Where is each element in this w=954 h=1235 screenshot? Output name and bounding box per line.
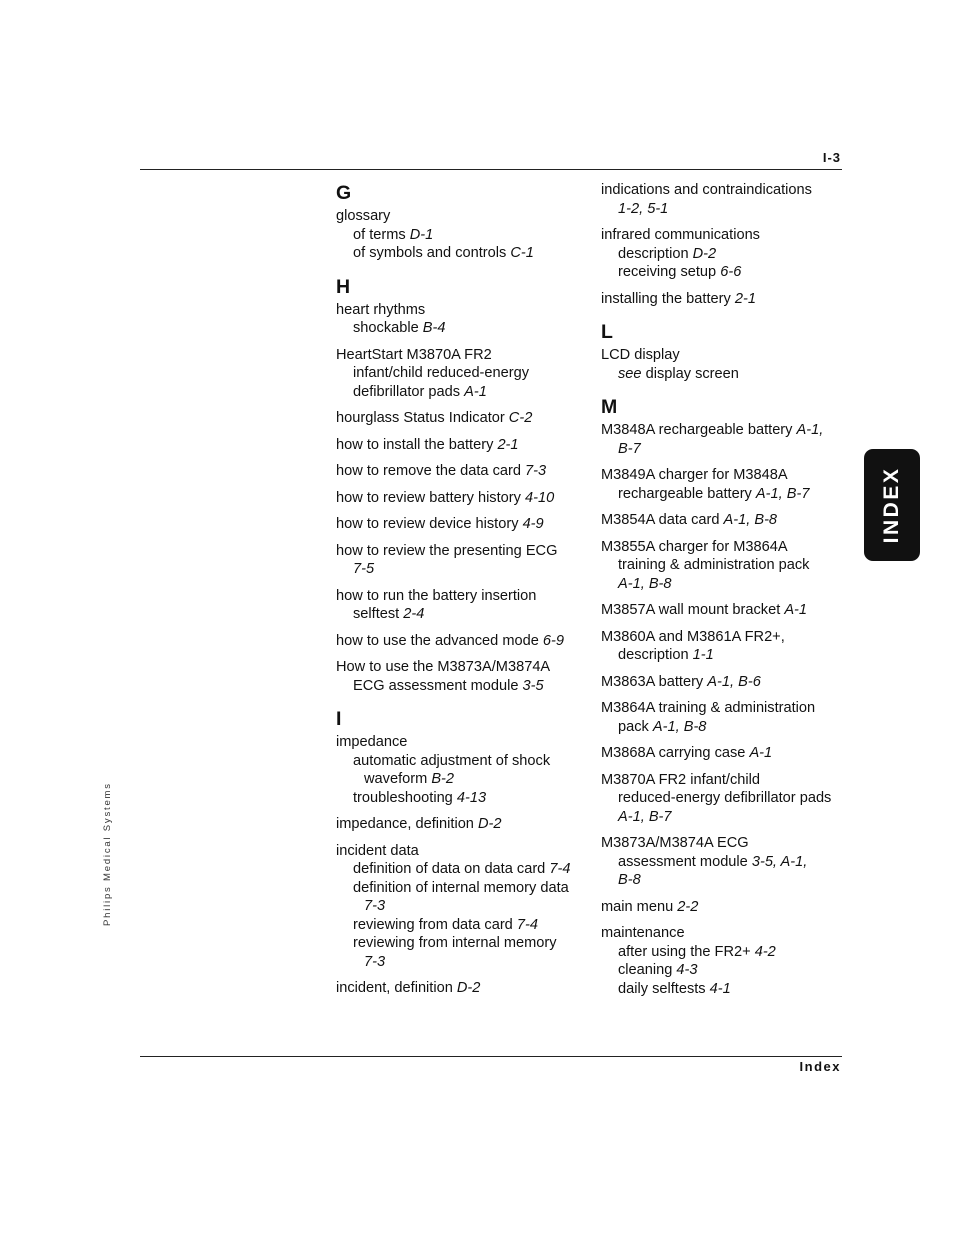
term-text: M3857A wall mount bracket (601, 602, 785, 618)
section-letter: M (601, 396, 618, 418)
term-text: rechargeable battery (618, 485, 756, 502)
term-text: impedance (336, 734, 408, 750)
term-text: M3868A carrying case (601, 745, 750, 761)
term-text: hourglass Status Indicator (336, 410, 509, 426)
term-text: assessment module (618, 853, 752, 870)
index-subterm (618, 575, 841, 594)
page-reference: A-1 (784, 602, 808, 618)
index-term (336, 632, 584, 651)
page-reference: A-1, B-7 (755, 485, 810, 502)
page-reference: 3-5, A-1, (751, 853, 808, 870)
index-subterm (353, 934, 584, 953)
index-term (336, 462, 584, 481)
index-term (601, 673, 841, 692)
term-text: M3854A data card (601, 512, 724, 528)
index-entry (336, 346, 584, 402)
index-entry (336, 658, 584, 695)
term-text: how to run the battery insertion (336, 587, 537, 604)
index-term (601, 346, 841, 365)
index-subterm (353, 244, 584, 263)
index-subterm (364, 953, 584, 972)
index-entry (601, 744, 841, 763)
index-term (601, 771, 841, 790)
index-term (336, 346, 584, 365)
index-subterm (618, 961, 841, 980)
index-entry (336, 542, 584, 579)
index-entry (601, 181, 841, 218)
page-reference: C-1 (510, 245, 534, 261)
index-subterm (353, 916, 584, 935)
term-text: M3870A FR2 infant/child (601, 771, 760, 788)
index-entry (601, 346, 841, 383)
index-entry (601, 699, 841, 736)
index-section (336, 181, 584, 263)
index-term (601, 834, 841, 853)
page-reference: 4-2 (754, 943, 776, 960)
index-subterm (618, 485, 841, 504)
index-term (336, 409, 584, 428)
index-entry (336, 632, 584, 651)
page-reference: A-1, B-7 (618, 808, 672, 825)
page-reference: B-7 (618, 440, 641, 457)
index-term (336, 489, 584, 508)
index-subterm (618, 646, 841, 665)
term-text: shockable (353, 320, 423, 336)
index-subterm (618, 556, 841, 575)
index-entry (336, 489, 584, 508)
index-entry (336, 979, 584, 998)
index-entry (601, 898, 841, 917)
page-reference: B-2 (431, 771, 455, 787)
index-term (601, 744, 841, 763)
term-text: selftest (353, 606, 404, 622)
header-rule (140, 169, 842, 170)
term-text: M3873A/M3874A ECG (601, 835, 749, 851)
term-text: after using the FR2+ (618, 943, 755, 960)
term-text: how to review the presenting ECG (336, 542, 558, 559)
index-section (601, 320, 841, 383)
index-entry (336, 462, 584, 481)
index-entry (601, 673, 841, 692)
index-entry (601, 924, 841, 998)
term-text: M3863A battery (601, 673, 708, 690)
index-entry (336, 409, 584, 428)
term-text: impedance, definition (336, 816, 478, 832)
page-reference: 2-1 (734, 290, 756, 307)
page-reference: C-2 (508, 410, 533, 426)
term-text: how to review battery history (336, 489, 525, 506)
index-term (336, 658, 584, 677)
index-entry (336, 815, 584, 834)
page-reference: D-2 (456, 980, 481, 996)
term-text: M3848A rechargeable battery (601, 422, 797, 438)
index-term (601, 421, 841, 440)
term-text: description (618, 647, 693, 663)
page-reference: 7-3 (364, 898, 386, 914)
index-entry (336, 301, 584, 338)
page-reference: A-1, B-8 (618, 575, 672, 592)
index-term (601, 898, 841, 917)
page-reference: A-1, B-6 (707, 673, 761, 690)
index-entry (601, 538, 841, 594)
section-letter: L (601, 321, 613, 343)
page-reference: 4-9 (522, 516, 544, 532)
term-text: How to use the M3873A/M3874A (336, 659, 551, 675)
term-text: definition of data on data card (353, 861, 550, 877)
term-text: ECG assessment module (353, 677, 523, 694)
index-entry (336, 436, 584, 455)
page-reference: 7-5 (353, 561, 375, 577)
index-subterm (353, 677, 584, 696)
index-entry (601, 466, 841, 503)
term-text: how to review device history (336, 516, 523, 532)
section-letter: G (336, 182, 352, 204)
term-text: training & administration pack (618, 557, 810, 573)
term-text: reviewing from data card (353, 916, 517, 933)
page-reference: 7-4 (549, 861, 571, 877)
index-subterm (353, 789, 584, 808)
index-subterm (618, 245, 841, 264)
index-term (601, 699, 841, 718)
index-column-left (336, 181, 584, 998)
index-subterm (353, 605, 584, 624)
page-reference: D-2 (477, 816, 502, 832)
page-reference: 4-1 (709, 980, 731, 997)
page-reference: A-1, (796, 422, 824, 438)
term-text: of terms (353, 226, 410, 243)
index-term (601, 181, 841, 200)
page-reference: 1-2, 5-1 (618, 200, 669, 217)
page-reference: 3-5 (522, 677, 544, 694)
index-entry (336, 207, 584, 263)
term-text: infrared communications (601, 227, 760, 243)
page-reference: 7-3 (364, 953, 386, 970)
page-reference: D-1 (409, 226, 434, 243)
index-subterm (618, 263, 841, 282)
index-thumb-tab (864, 449, 920, 561)
page-reference: A-1, B-8 (723, 512, 778, 528)
index-term (336, 301, 584, 320)
term-text: waveform (364, 771, 432, 787)
term-text: incident data (336, 842, 419, 859)
index-entry (601, 834, 841, 890)
index-subterm (618, 365, 841, 384)
index-section (601, 395, 841, 998)
page-reference: 6-9 (542, 632, 564, 649)
index-entry (336, 587, 584, 624)
page-reference: 4-13 (456, 789, 487, 806)
index-term (601, 226, 841, 245)
term-text: incident, definition (336, 980, 457, 996)
index-entry (601, 421, 841, 458)
publisher-side-label: Philips Medical Systems (102, 782, 113, 926)
index-subterm (618, 980, 841, 999)
index-tab-label: INDEX (880, 466, 903, 544)
index-subterm (353, 860, 584, 879)
index-term (601, 601, 841, 620)
term-text: infant/child reduced-energy (353, 365, 530, 381)
index-subterm (618, 789, 841, 808)
term-text: how to use the advanced mode (336, 632, 543, 649)
index-entry (601, 601, 841, 620)
index-term (601, 538, 841, 557)
index-subterm (364, 897, 584, 916)
index-term (336, 733, 584, 752)
index-subterm (353, 383, 584, 402)
page-reference: 2-4 (403, 606, 425, 622)
index-subterm (618, 871, 841, 890)
index-entry (336, 842, 584, 972)
index-entry (601, 226, 841, 282)
term-text: M3849A charger for M3848A (601, 467, 788, 483)
page-reference: 4-10 (525, 489, 555, 506)
term-text: installing the battery (601, 290, 735, 307)
term-text: LCD display (601, 347, 680, 363)
page-reference: B-4 (422, 320, 446, 336)
index-subterm (618, 853, 841, 872)
index-subterm (618, 808, 841, 827)
index-subterm (364, 770, 584, 789)
index-subterm (353, 752, 584, 771)
index-term (601, 628, 841, 647)
index-subterm (353, 319, 584, 338)
term-text: M3860A and M3861A FR2+, (601, 628, 785, 645)
term-text: HeartStart M3870A FR2 (336, 346, 492, 363)
index-subterm (353, 879, 584, 898)
index-entry (601, 290, 841, 309)
index-term (336, 436, 584, 455)
section-letter: H (336, 275, 351, 298)
index-subterm (618, 200, 841, 219)
index-term (336, 515, 584, 534)
term-text: pack (618, 718, 653, 735)
page-reference: 1-1 (692, 647, 714, 663)
term-text: glossary (336, 208, 391, 224)
term-text: maintenance (601, 925, 685, 941)
index-subterm (618, 943, 841, 962)
index-section (601, 181, 841, 308)
page-reference: A-1 (749, 745, 773, 761)
term-text: automatic adjustment of shock (353, 752, 551, 769)
term-text: heart rhythms (336, 301, 426, 318)
index-entry (336, 515, 584, 534)
index-subterm (353, 560, 584, 579)
term-text: defibrillator pads (353, 383, 465, 400)
see-reference: see (618, 365, 642, 382)
index-subterm (353, 364, 584, 383)
index-term (336, 542, 584, 561)
section-letter: I (336, 708, 342, 730)
index-entry (601, 628, 841, 665)
index-term (601, 290, 841, 309)
index-entry (601, 771, 841, 827)
page-reference: 2-2 (677, 898, 699, 915)
term-text: M3855A charger for M3864A (601, 538, 788, 555)
index-term (336, 979, 584, 998)
index-subterm (618, 718, 841, 737)
term-text: of symbols and controls (353, 245, 511, 261)
page-number: I-3 (822, 150, 841, 165)
page-reference: 4-3 (676, 962, 698, 978)
term-text: cleaning (618, 962, 677, 978)
footer-rule (140, 1056, 842, 1057)
index-section (336, 275, 584, 696)
index-term (336, 842, 584, 861)
term-text: main menu (601, 898, 678, 915)
term-text: reviewing from internal memory (353, 935, 557, 951)
term-text: how to install the battery (336, 436, 498, 453)
page-reference: A-1, B-8 (652, 718, 707, 735)
index-column-right (601, 181, 841, 998)
term-text: daily selftests (618, 980, 710, 997)
index-section (336, 707, 584, 998)
term-text: receiving setup (618, 264, 721, 280)
index-term (336, 815, 584, 834)
term-text: definition of internal memory data (353, 879, 569, 896)
page-reference: A-1 (464, 383, 487, 400)
index-term (336, 207, 584, 226)
footer-section-label: Index (799, 1059, 841, 1074)
index-term (336, 587, 584, 606)
index-term (601, 511, 841, 530)
page-reference: D-2 (692, 245, 717, 262)
index-entry (601, 511, 841, 530)
page-reference: B-8 (618, 872, 641, 888)
index-term (601, 466, 841, 485)
term-text: how to remove the data card (336, 463, 526, 479)
page-reference: 6-6 (720, 264, 742, 280)
index-term (601, 924, 841, 943)
index-subterm (353, 226, 584, 245)
term-text: display screen (641, 365, 739, 382)
index-subterm (618, 440, 841, 459)
term-text: M3864A training & administration (601, 700, 816, 716)
term-text: description (618, 245, 693, 262)
page-reference: 2-1 (497, 436, 519, 453)
page-reference: 7-4 (516, 916, 538, 933)
term-text: reduced-energy defibrillator pads (618, 790, 832, 806)
index-entry (336, 733, 584, 807)
term-text: troubleshooting (353, 789, 457, 806)
page-reference: 7-3 (525, 463, 547, 479)
term-text: indications and contraindications (601, 182, 812, 198)
